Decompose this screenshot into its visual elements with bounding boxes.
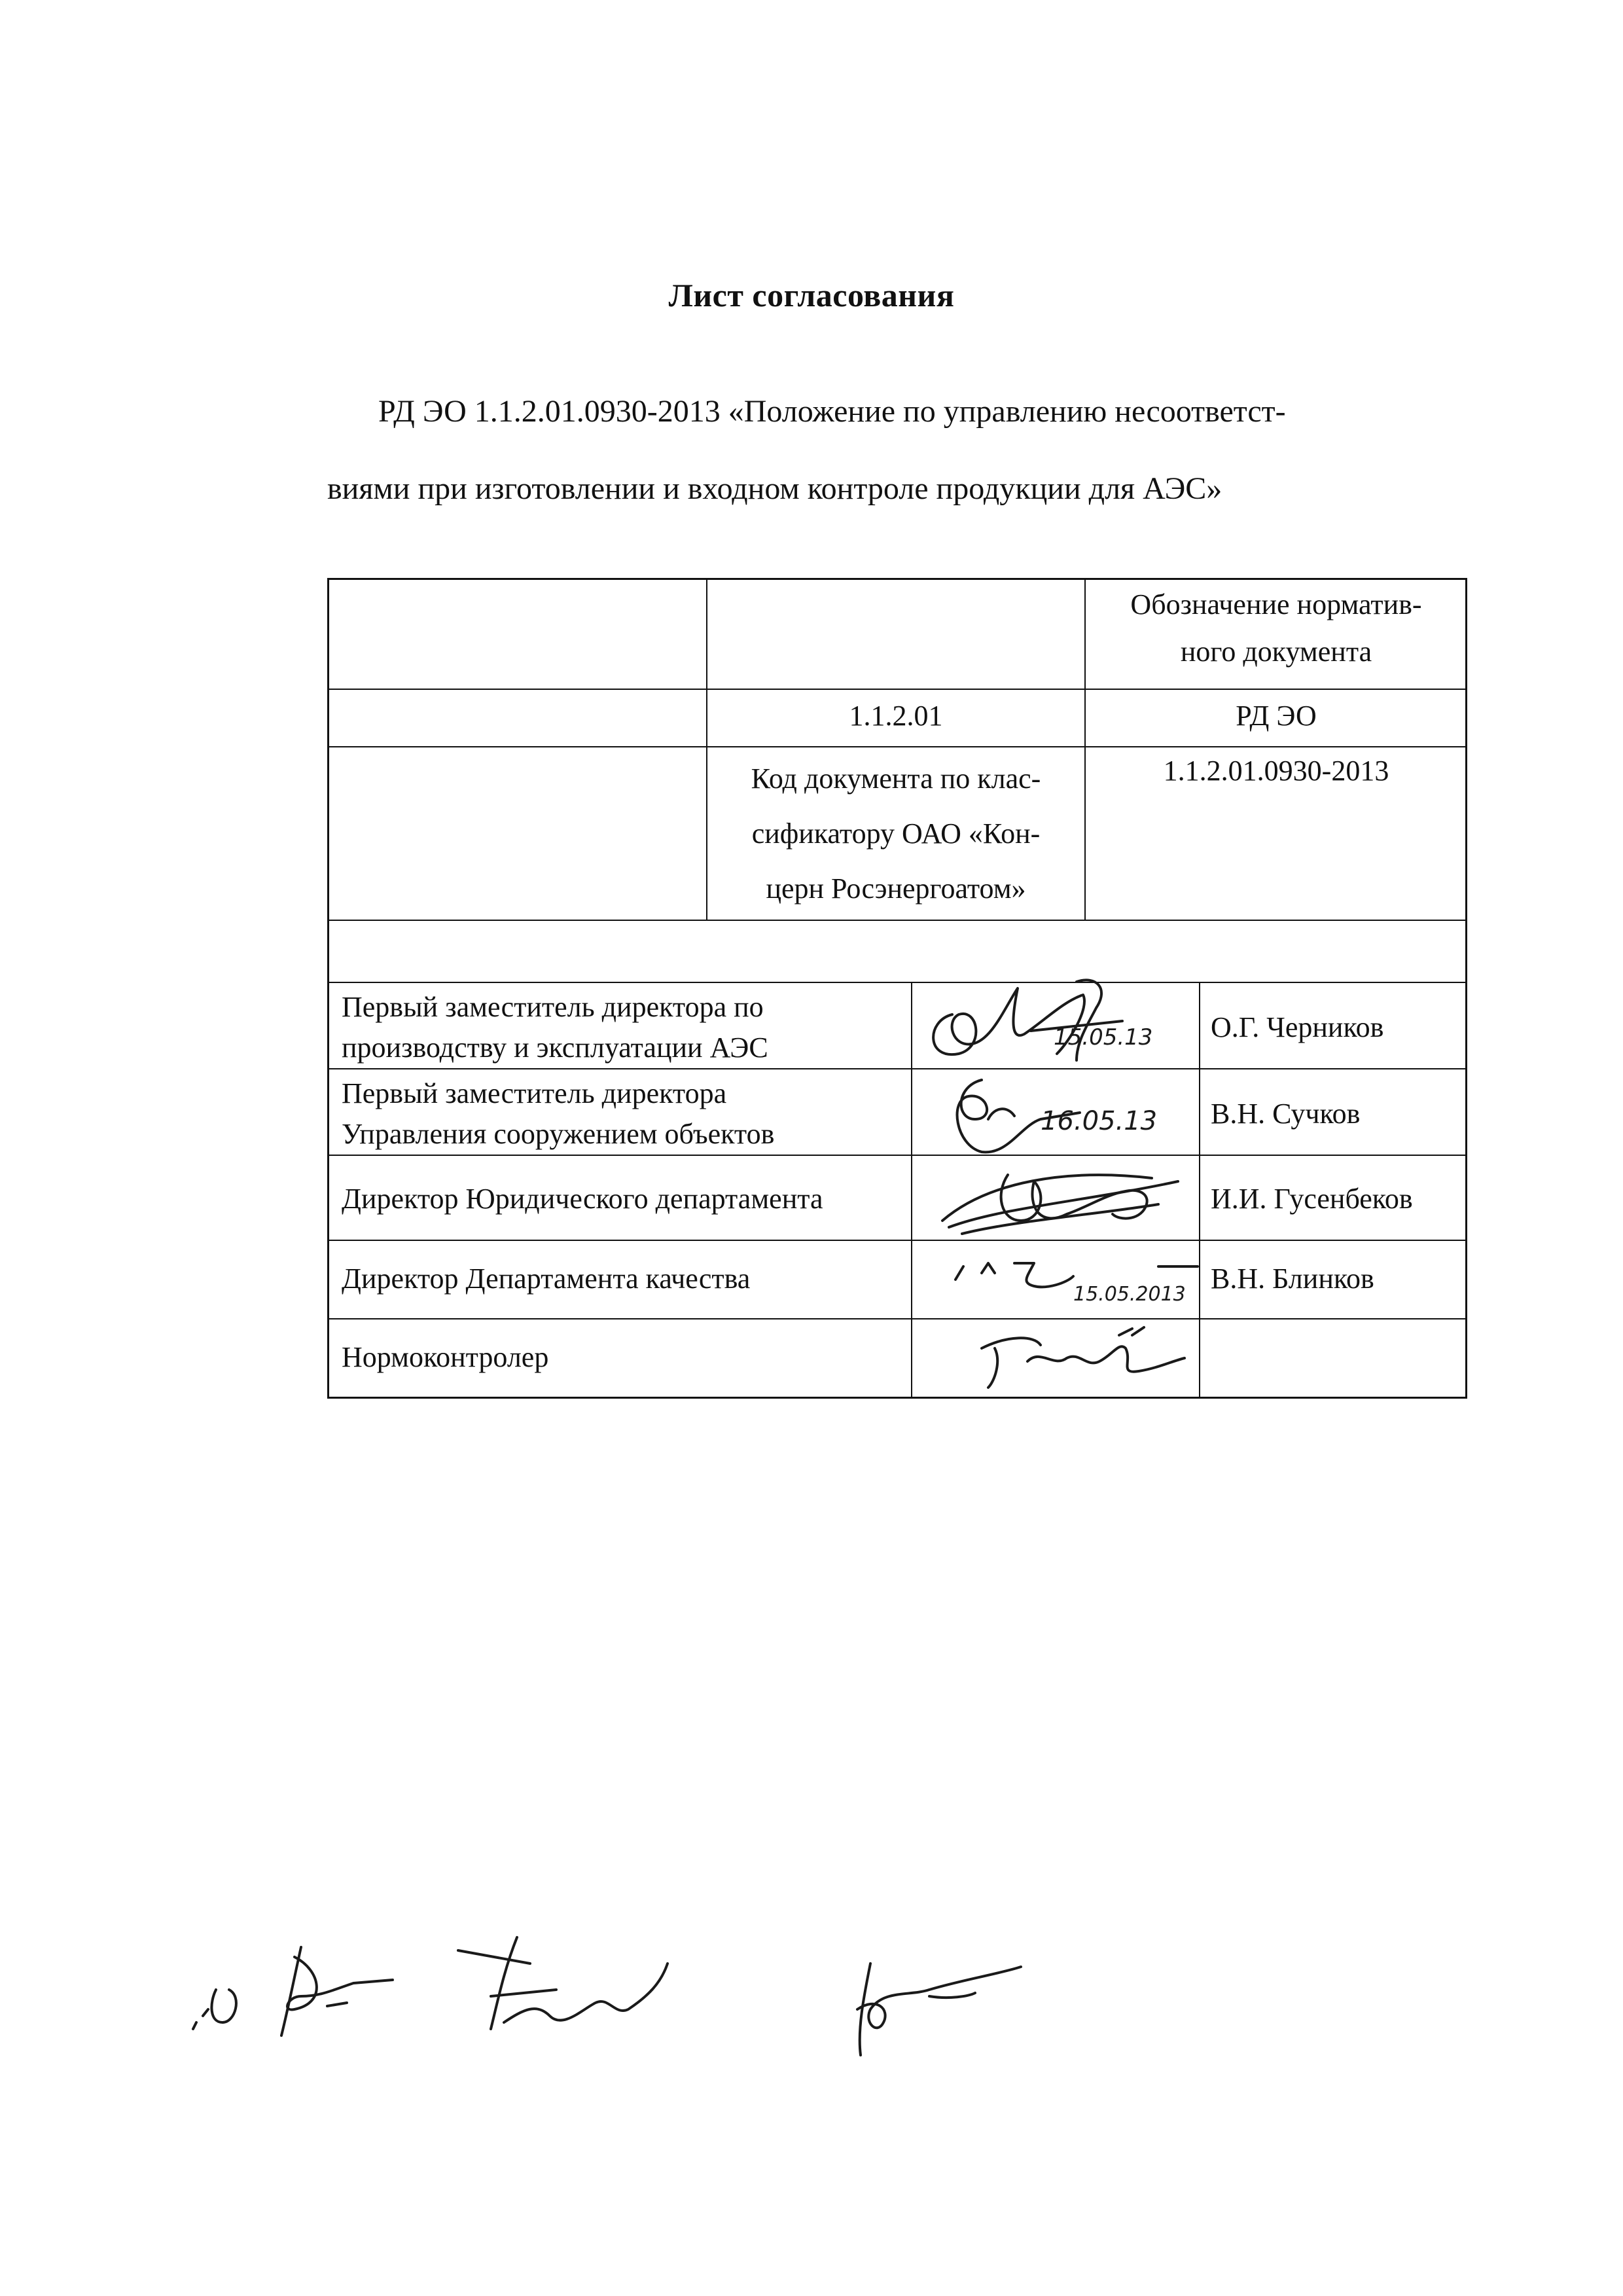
signature-bottom-3	[844, 1950, 1067, 2062]
code-label: Код документа по клас- сификатору ОАО «Кон- церн Росэнергоатом»	[751, 762, 1041, 905]
table-divider	[327, 1240, 1467, 1241]
signatory-name: В.Н. Сучков	[1211, 1098, 1361, 1130]
table-divider	[327, 1155, 1467, 1156]
table-divider	[327, 746, 1467, 747]
signature-date: 16.05.13	[1041, 1106, 1158, 1136]
signatory-position: Первый заместитель директора Управления сооружением объектов	[342, 1077, 775, 1150]
signature-1	[913, 969, 1201, 1067]
signatory-position: Директор Юридического департамента	[342, 1183, 823, 1215]
table-divider	[327, 689, 1467, 690]
table-divider-v	[911, 982, 912, 1398]
subtitle-line-2: виями при изготовлении и входном контроле продукции для АЭС»	[327, 471, 1222, 506]
signature-date: 15.05.13	[1054, 1024, 1153, 1050]
table-divider	[327, 982, 1467, 983]
signatory-position: Нормоконтролер	[342, 1341, 549, 1373]
table-divider	[327, 1318, 1467, 1319]
doc-number: 1.1.2.01.0930-2013	[1163, 755, 1389, 787]
table-divider-v	[1084, 578, 1086, 920]
table-border-top	[327, 578, 1467, 580]
table-border-bottom	[327, 1397, 1467, 1399]
designation-label: Обозначение норматив- ного документа	[1130, 588, 1422, 668]
document-subtitle	[327, 373, 1466, 528]
signature-3	[936, 1155, 1198, 1240]
table-border-left	[327, 578, 329, 1399]
signatory-position: Директор Департамента качества	[342, 1263, 751, 1295]
table-divider	[327, 1068, 1467, 1069]
subtitle-line-1: РД ЭО 1.1.2.01.0930-2013 «Положение по управлению несоответст-	[378, 394, 1286, 429]
signature-date: 15.05.2013	[1073, 1283, 1186, 1306]
signatory-name: О.Г. Черников	[1211, 1011, 1384, 1043]
signature-bottom-2	[452, 1931, 713, 2042]
signature-bottom-1	[190, 1931, 412, 2042]
signatory-name: В.Н. Блинков	[1211, 1263, 1374, 1295]
class-code: 1.1.2.01	[849, 700, 943, 732]
page-title: Лист согласования	[668, 277, 955, 314]
signatory-position: Первый заместитель директора по производству и эксплуатации АЭС	[342, 991, 768, 1064]
table-divider	[327, 920, 1467, 921]
signatory-name: И.И. Гусенбеков	[1211, 1183, 1413, 1215]
signature-5	[969, 1322, 1204, 1394]
doc-type: РД ЭО	[1236, 700, 1317, 732]
